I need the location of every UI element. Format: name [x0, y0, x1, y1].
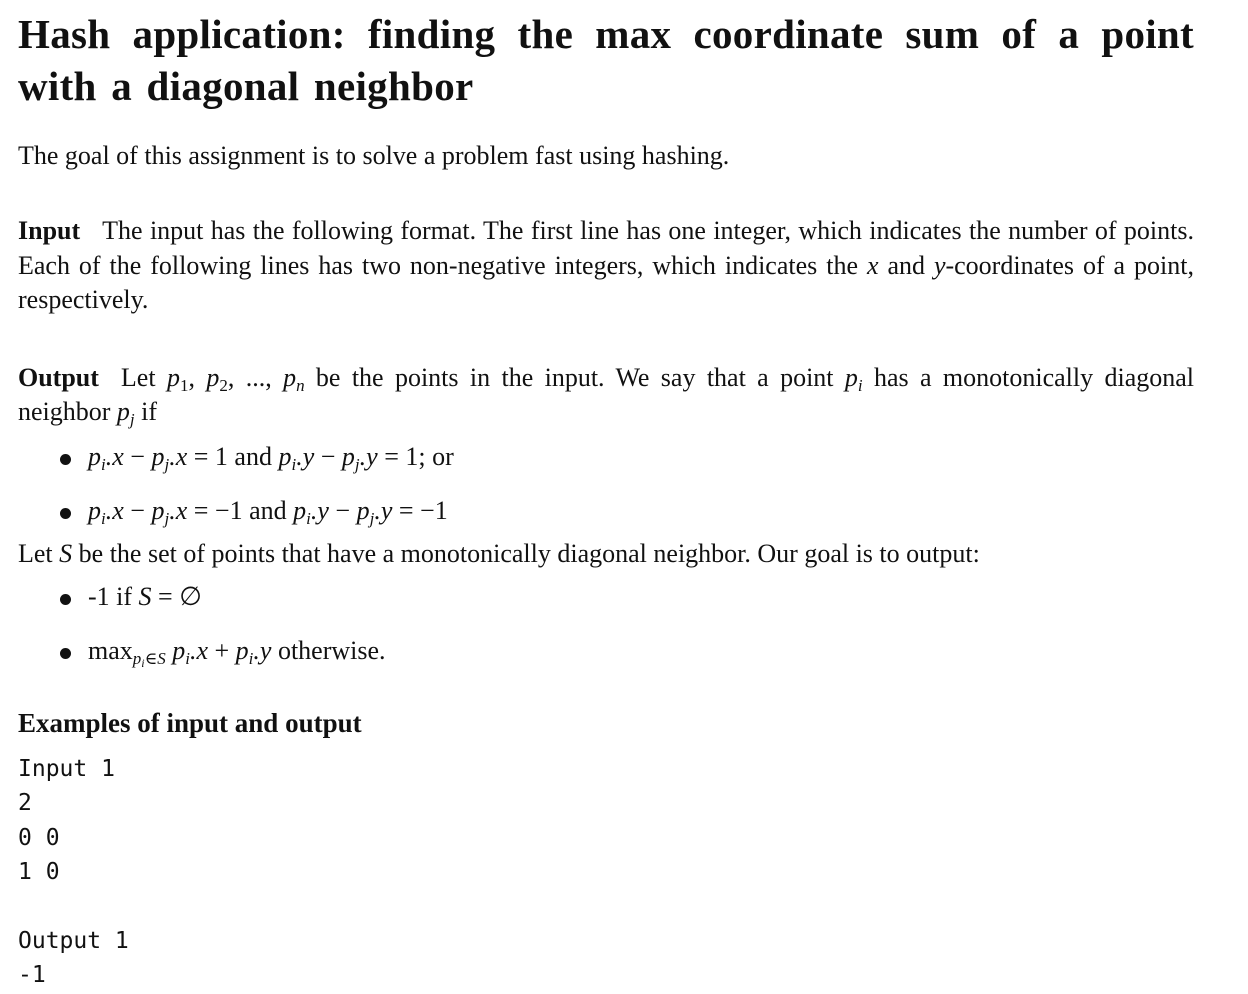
bullet-icon [60, 594, 71, 605]
input-text-3: -coordinates of a point, respectively. [18, 250, 1194, 314]
bullet-icon [60, 648, 71, 659]
example-input-line: 2 [18, 790, 32, 816]
result-item-2: $\max_{p_i\in S} p_i.x + p_i.y$ otherwise. [18, 634, 1194, 668]
bullet-icon [60, 508, 71, 519]
result-item-1: -1 if S = ∅ [18, 580, 1194, 614]
sep-2: , [227, 362, 246, 392]
sep-3: , [265, 362, 284, 392]
condition-item-2: $p_i.x - p_j.x = -1$ and $p_i.y - p_j.y = -1$ [18, 494, 1194, 528]
condition-list [18, 440, 1194, 528]
example-input-line: 0 0 [18, 824, 60, 851]
examples-heading: Examples of input and output [18, 707, 362, 738]
output-text-has: has a monotonically diagonal neighbor [18, 362, 1195, 426]
page-title: Hash application: finding the max coordinate sum of a point with a diagonal neighbor [18, 11, 1194, 109]
sep-1: , [188, 362, 207, 392]
input-heading: Input [18, 216, 81, 245]
bullet-icon [60, 454, 71, 465]
output-let: Let [120, 362, 167, 392]
ellipsis: ... [245, 362, 266, 392]
example-input-line: 1 0 [18, 859, 60, 885]
output-heading: Output [18, 362, 99, 392]
example-input-label: Input 1 [18, 755, 115, 782]
math-pi: $p_i$ [844, 362, 863, 395]
input-var-x: x [866, 250, 879, 280]
goal-sentence: Let S be the set of points that have a monotonically diagonal neighbor. Our goal is to output: [18, 538, 980, 568]
output-text-if: if [134, 397, 158, 426]
input-var-y: y [933, 250, 946, 280]
output-text-be: be the points in the input. We say that a point [304, 362, 845, 392]
intro-paragraph: The goal of this assignment is to solve a problem fast using hashing. [18, 141, 730, 170]
input-paragraph [18, 214, 1194, 318]
math-p1: $p_1$ [166, 362, 189, 395]
input-text-1: The input has the following format. The first line has one integer, which indicates the number of points. Each of the following lines has two non-negative integers, which indicates the [18, 216, 1194, 280]
document-page [18, 0, 1194, 993]
example-output-label: Output 1 [18, 927, 129, 954]
example-output-line: -1 [18, 962, 46, 988]
condition-item-1: $p_i.x - p_j.x = 1$ and $p_i.y - p_j.y = 1$; or [18, 440, 1194, 474]
math-p2: $p_2$ [206, 362, 228, 395]
output-paragraph [18, 361, 1194, 430]
math-pj: $p_j$ [116, 397, 135, 429]
result-list [18, 580, 1194, 668]
math-pn: $p_n$ [283, 362, 305, 395]
example-gap [18, 890, 1194, 924]
input-text-2: and [878, 250, 934, 280]
